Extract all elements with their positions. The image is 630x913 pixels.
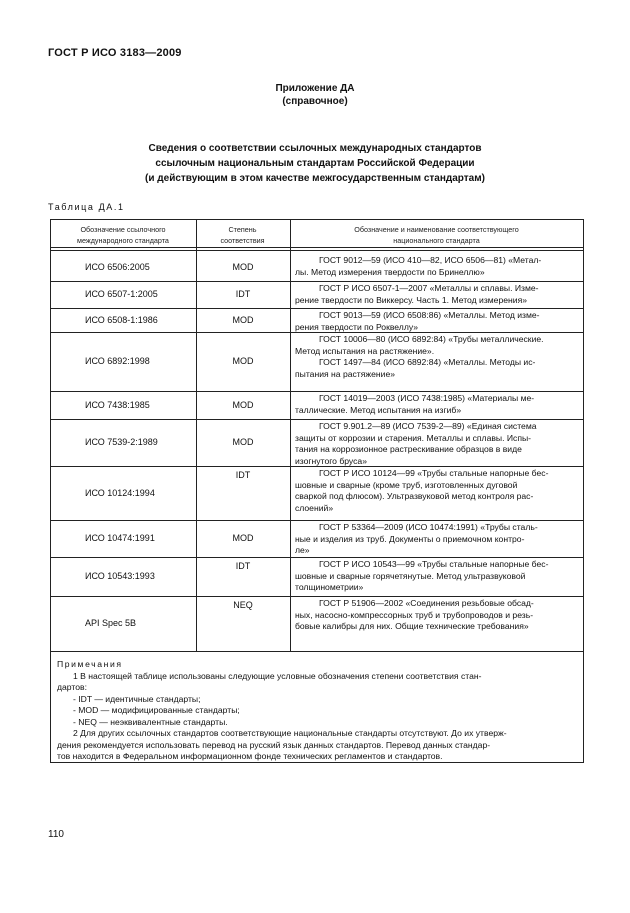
national-standard-line: ГОСТ Р ИСО 6507-1—2007 «Металлы и сплавы. Изме- bbox=[319, 283, 539, 293]
header-degree-line-1: Степень bbox=[228, 225, 257, 234]
header-rule bbox=[51, 250, 583, 251]
section-title-line-1: Сведения о соответствии ссылочных международных стандартов bbox=[148, 143, 482, 154]
national-standard-line: ле» bbox=[295, 545, 310, 555]
row-rule bbox=[51, 332, 583, 333]
national-standard-line: ГОСТ 9.901.2—89 (ИСО 7539-2—89) «Единая система bbox=[319, 421, 537, 431]
national-standard-cell bbox=[295, 310, 578, 333]
row-rule bbox=[51, 281, 583, 282]
degree-cell: MOD bbox=[232, 533, 254, 543]
national-standard-cell bbox=[295, 393, 578, 416]
national-standard-line: ГОСТ Р 53364—2009 (ИСО 10474:1991) «Трубы сталь- bbox=[319, 522, 538, 532]
page-number: 110 bbox=[48, 829, 64, 840]
row-rule bbox=[51, 391, 583, 392]
national-standard-line: ГОСТ 14019—2003 (ИСО 7438:1985) «Материалы ме- bbox=[319, 393, 535, 403]
intl-standard-cell: ИСО 7539-2:1989 bbox=[85, 437, 158, 447]
row-rule bbox=[51, 651, 583, 652]
national-standard-line: шовные и сварные горячетянутые. Метод ультразвуковой bbox=[295, 570, 526, 581]
row-rule bbox=[51, 596, 583, 597]
degree-cell: IDT bbox=[235, 470, 251, 480]
degree-cell: IDT bbox=[235, 289, 251, 299]
note-line: 2 Для других ссылочных стандартов соответствующие национальные стандарты отсутствуют. До их утверж- bbox=[73, 728, 507, 738]
national-standard-line: шовные и сварные (кроме труб, изготовленных дуговой bbox=[295, 479, 518, 490]
note-line: - IDT — идентичные стандарты; bbox=[73, 693, 201, 704]
degree-cell: MOD bbox=[232, 437, 254, 447]
degree-cell: MOD bbox=[232, 314, 254, 325]
column-divider bbox=[196, 220, 197, 651]
national-standard-line: ГОСТ Р ИСО 10543—99 «Трубы стальные напорные бес- bbox=[319, 559, 549, 569]
note-line: 1 В настоящей таблице использованы следующие условные обозначения степени соответствия стан- bbox=[73, 670, 482, 681]
national-standard-line: ГОСТ 1497—84 (ИСО 6892:84) «Металлы. Методы ис- bbox=[319, 357, 536, 367]
national-standard-line: слоений» bbox=[295, 502, 334, 513]
column-divider bbox=[290, 220, 291, 651]
national-standard-line: ГОСТ Р ИСО 10124—99 «Трубы стальные напорные бес- bbox=[319, 468, 549, 478]
header-degree bbox=[196, 224, 289, 246]
national-standard-line: тания на коррозионное растрескивание образцов в виде bbox=[295, 444, 522, 454]
national-standard-line: защиты от коррозии и старения. Металлы и сплавы. Испы- bbox=[295, 432, 532, 443]
degree-cell: IDT bbox=[235, 561, 251, 571]
national-standard-line: ГОСТ 9012—59 (ИСО 410—82, ИСО 6506—81) «Метал- bbox=[319, 255, 542, 265]
national-standard-line: ГОСТ Р 51906—2002 «Соединения резьбовые обсад- bbox=[319, 598, 534, 608]
header-intl-line-1: Обозначение ссылочного bbox=[80, 225, 166, 234]
national-standard-line: ных, насосно-компрессорных труб и трубопроводов и резь- bbox=[295, 609, 534, 620]
intl-standard-cell: ИСО 6507-1:2005 bbox=[85, 289, 158, 299]
intl-standard-cell: ИСО 6506:2005 bbox=[85, 261, 150, 272]
national-standard-line: пытания на растяжение» bbox=[295, 368, 396, 379]
national-standard-line: толщинометрии» bbox=[295, 582, 364, 592]
section-title-line-3: (и действующим в этом качестве межгосударственным стандартам) bbox=[145, 173, 485, 184]
national-standard-cell bbox=[295, 598, 578, 633]
intl-standard-cell: ИСО 6508-1:1986 bbox=[85, 314, 158, 325]
note-line: дения рекомендуется использовать перевод на русский язык данных стандартов. Перевод данных стандар- bbox=[57, 739, 491, 750]
national-standard-line: таллические. Метод испытания на изгиб» bbox=[295, 404, 462, 415]
national-standard-cell bbox=[295, 334, 578, 380]
header-rule bbox=[51, 247, 583, 248]
header-degree-line-2: соответствия bbox=[220, 236, 265, 245]
table-notes bbox=[57, 659, 577, 763]
national-standard-line: бовые калибры для них. Общие технические требования» bbox=[295, 621, 529, 631]
header-national-line-1: Обозначение и наименование соответствующего bbox=[354, 225, 519, 234]
intl-standard-cell: ИСО 10474:1991 bbox=[85, 533, 155, 543]
intl-standard-cell: ИСО 10124:1994 bbox=[85, 487, 155, 498]
notes-heading: Примечания bbox=[57, 659, 123, 669]
national-standard-cell bbox=[295, 255, 578, 278]
national-standard-line: Метод испытания на растяжение». bbox=[295, 345, 435, 356]
national-standard-line: сваркой под флюсом). Ультразвуковой метод контроля рас- bbox=[295, 491, 534, 501]
row-rule bbox=[51, 557, 583, 558]
appendix-subtitle: (справочное) bbox=[282, 96, 348, 107]
national-standard-line: рения твердости по Роквеллу» bbox=[295, 321, 419, 332]
header-intl-standard bbox=[51, 224, 195, 246]
national-standard-cell bbox=[295, 468, 578, 514]
national-standard-line: рение твердости по Виккерсу. Часть 1. Метод измерения» bbox=[295, 294, 527, 305]
degree-cell: NEQ bbox=[233, 600, 253, 610]
intl-standard-cell: API Spec 5B bbox=[85, 618, 137, 628]
note-line: дартов: bbox=[57, 682, 87, 692]
appendix-title: Приложение ДА bbox=[275, 83, 355, 94]
national-standard-line: ГОСТ 10006—80 (ИСО 6892:84) «Трубы металлические. bbox=[319, 334, 544, 344]
note-line: тов находится в Федеральном информационном фонде технических регламентов и стандартов. bbox=[57, 751, 443, 761]
national-standard-line: ные и изделия из труб. Документы о приемочном контро- bbox=[295, 533, 525, 544]
note-line: - NEQ — неэквивалентные стандарты. bbox=[73, 716, 228, 727]
national-standard-line: лы. Метод измерения твердости по Бринеллю» bbox=[295, 266, 485, 277]
note-line: - MOD — модифицированные стандарты; bbox=[73, 705, 240, 715]
intl-standard-cell: ИСО 10543:1993 bbox=[85, 571, 155, 581]
header-national-standard bbox=[290, 224, 583, 246]
national-standard-cell bbox=[295, 421, 578, 467]
header-intl-line-2: международного стандарта bbox=[77, 236, 169, 245]
row-rule bbox=[51, 419, 583, 420]
row-rule bbox=[51, 520, 583, 521]
degree-cell: MOD bbox=[232, 356, 254, 366]
row-rule bbox=[51, 466, 583, 467]
header-national-line-2: национального стандарта bbox=[393, 236, 480, 245]
national-standard-line: ГОСТ 9013—59 (ИСО 6508:86) «Металлы. Метод изме- bbox=[319, 310, 540, 320]
table-caption: Таблица ДА.1 bbox=[48, 202, 125, 212]
national-standard-line: изогнутого бруса» bbox=[295, 455, 367, 466]
intl-standard-cell: ИСО 6892:1998 bbox=[85, 356, 150, 366]
section-title-line-2: ссылочным национальным стандартам Российской Федерации bbox=[155, 158, 475, 169]
national-standard-cell bbox=[295, 283, 578, 306]
intl-standard-cell: ИСО 7438:1985 bbox=[85, 399, 150, 410]
national-standard-cell bbox=[295, 559, 578, 594]
row-rule bbox=[51, 308, 583, 309]
document-header: ГОСТ Р ИСО 3183—2009 bbox=[48, 47, 182, 59]
standards-table bbox=[50, 219, 584, 763]
national-standard-cell bbox=[295, 522, 578, 557]
degree-cell: MOD bbox=[232, 399, 254, 410]
degree-cell: MOD bbox=[232, 261, 254, 272]
